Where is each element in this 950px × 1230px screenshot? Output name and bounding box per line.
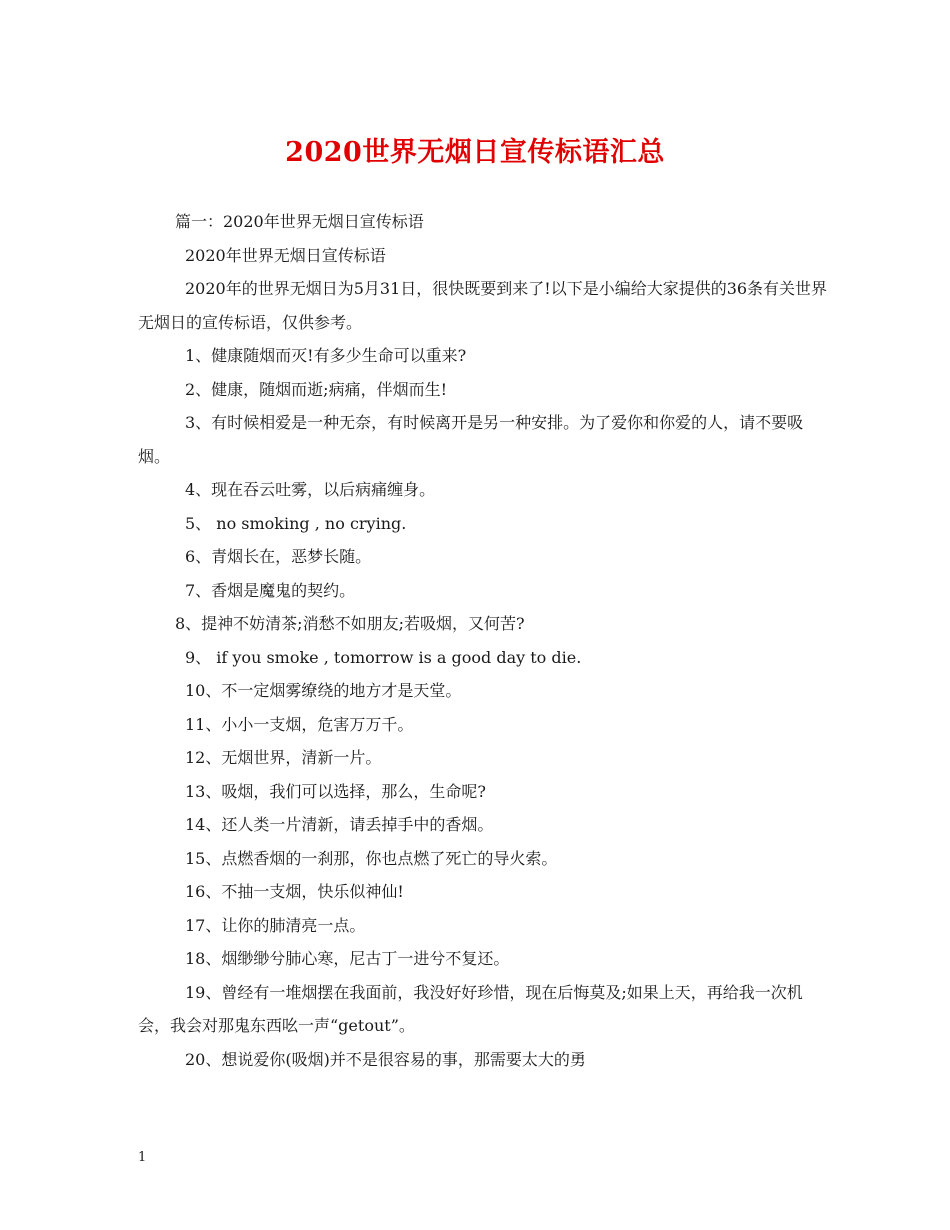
paragraph: 18、烟缈缈兮肺心寒，尼古丁一进兮不复还。 (185, 949, 510, 968)
paragraph: 16、不抽一支烟，快乐似神仙! (185, 882, 404, 901)
paragraph: 15、点燃香烟的一刹那，你也点燃了死亡的导火索。 (185, 848, 558, 868)
paragraph: 10、不一定烟雾缭绕的地方才是天堂。 (185, 681, 462, 700)
paragraph: 1、健康随烟而灭!有多少生命可以重来? (185, 346, 467, 365)
paragraph: 6、青烟长在，恶梦长随。 (185, 547, 372, 566)
document-title: 2020世界无烟日宣传标语汇总 (285, 137, 665, 168)
paragraph: 2、健康，随烟而逝;病痛，伴烟而生! (185, 379, 448, 399)
paragraph: 5、 no smoking , no crying. (185, 513, 407, 533)
paragraph: 篇一：2020年世界无烟日宣传标语 (175, 212, 424, 231)
paragraph: 4、现在吞云吐雾，以后病痛缠身。 (185, 480, 436, 499)
paragraph: 20、想说爱你(吸烟)并不是很容易的事，那需要太大的勇 (185, 1049, 586, 1069)
paragraph: 9、 if you smoke , tomorrow is a good day to die. (185, 647, 582, 667)
paragraph: 13、吸烟，我们可以选择，那么，生命呢? (185, 781, 486, 801)
paragraph: 14、还人类一片清新，请丢掉手中的香烟。 (185, 815, 494, 834)
paragraph: 19、曾经有一堆烟摆在我面前，我没好好珍惜，现在后悔莫及;如果上天，再给我一次机会，我会对那鬼东西吆一声“getout”。 (138, 982, 803, 1035)
paragraph: 17、让你的肺清亮一点。 (185, 915, 366, 935)
paragraph: 11、小小一支烟，危害万万千。 (185, 714, 414, 734)
paragraph: 2020年世界无烟日宣传标语 (185, 245, 386, 265)
paragraph: 2020年的世界无烟日为5月31日，很快既要到来了!以下是小编给大家提供的36条有关世界无烟日的宣传标语，仅供参考。 (138, 279, 828, 332)
paragraph: 3、有时候相爱是一种无奈，有时候离开是另一种安排。为了爱你和你爱的人，请不要吸烟。 (138, 413, 804, 466)
paragraph: 7、香烟是魔鬼的契约。 (185, 580, 356, 600)
page-number: 1 (138, 1150, 147, 1165)
document-body (138, 205, 828, 1076)
paragraph: 12、无烟世界，清新一片。 (185, 748, 382, 767)
paragraph: 8、提神不妨清茶;消愁不如朋友;若吸烟，又何苦? (175, 614, 525, 633)
